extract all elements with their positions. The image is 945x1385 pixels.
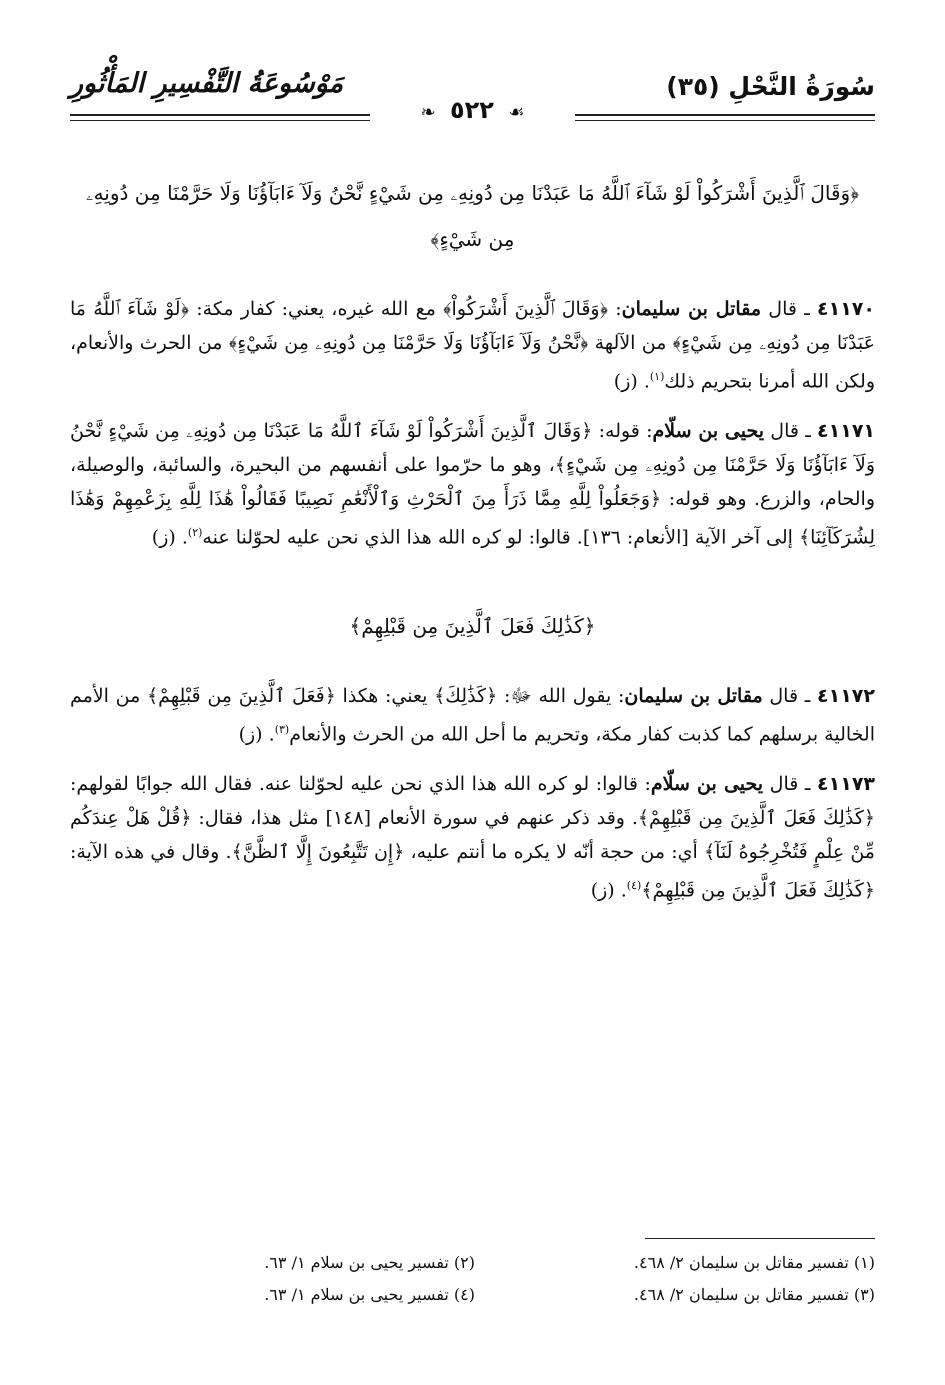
verse-heading-1: ﴿وَقَالَ ٱلَّذِينَ أَشْرَكُواْ لَوْ شَآءَ ٱللَّهُ مَا عَبَدْنَا مِن دُونِهِۦ مِن شَيْءٍ نَّحْنُ وَلَآ ءَابَآؤُنَا وَلَا حَرَّمْنَا مِن دُونِهِۦ مِن شَيْءٍ﴾ [85,181,860,251]
entry-41173 [70,767,875,907]
entry-separator: ـ قال [762,684,818,707]
footnote-divider [645,1238,875,1239]
footnote-2: (٢) تفسير يحيى بن سلام ١/ ٦٣. [264,1253,475,1272]
footnote-3: (٣) تفسير مقاتل بن سليمان ٢/ ٤٦٨. [633,1285,875,1304]
footnote-4: (٤) تفسير يحيى بن سلام ١/ ٦٣. [264,1285,475,1304]
entry-author: مقاتل بن سليمان [621,298,762,320]
header-rule-right [575,114,875,121]
ornament-right-icon: ☙ [508,102,525,123]
entry-number: ٤١١٧٠ [817,298,875,320]
entry-41172 [70,679,875,751]
entry-end: . (ز) [151,526,188,549]
footnote-ref: (٣) [274,722,290,736]
verse-heading-2: ﴿كَذَٰلِكَ فَعَلَ ٱلَّذِينَ مِن قَبْلِهِمْ﴾ [349,613,596,638]
entry-number: ٤١١٧٢ [817,684,875,707]
entry-text: : قالوا: لو كره الله هذا الذي نحن عليه لحوّلنا عنه. فقال الله جوابًا لقولهم: ﴿كَذَٰلِكَ فَعَلَ ٱلَّذِينَ مِن قَبْلِهِمْ﴾. وقد ذكر عنهم في سورة الأنعام [١٤٨] مثل هذا، فقال: ﴿قُلْ هَلْ عِندَكُم مِّنْ عِلْمٍ فَتُخْرِجُوهُ لَنَآ﴾ أي: من حجة أنّه لا يكره ما أنتم عليه، ﴿إِن تَتَّبِعُونَ إِلَّا ٱلظَّنَّ﴾. وقال في هذه الآية: ﴿كَذَٰلِكَ فَعَلَ ٱلَّذِينَ مِن قَبْلِهِمْ﴾ [70,772,875,902]
header-rule-left [70,114,370,121]
entry-end: . (ز) [590,879,627,902]
footnotes [70,1248,875,1328]
entry-separator: ـ قال [761,298,818,320]
page-content [70,170,875,923]
footnote-ref: (١) [649,370,665,383]
ornament-left-icon: ❧ [420,102,436,123]
entry-41170 [70,292,875,398]
footnote-ref: (٤) [626,878,642,892]
entry-author: يحيى بن سلّام [652,420,765,443]
entry-number: ٤١١٧١ [817,420,876,443]
footnote-1: (١) تفسير مقاتل بن سليمان ٢/ ٤٦٨. [633,1253,875,1272]
footnote-ref: (٢) [187,526,203,540]
page-header [70,66,875,122]
entry-text: : قوله: ﴿وَقَالَ ٱلَّذِينَ أَشْرَكُواْ لَوْ شَآءَ ٱللَّهُ مَا عَبَدْنَا مِن دُونِهِۦ مِن شَيْءٍ نَّحْنُ وَلَآ ءَابَآؤُنَا وَلَا حَرَّمْنَا مِن دُونِهِۦ مِن شَيْءٍ﴾، وهو ما حرّموا على أنفسهم من البحيرة، والسائبة، والوصيلة، والحام، والزرع. وهو قوله: ﴿وَجَعَلُواْ لِلَّهِ مِمَّا ذَرَأَ مِنَ ٱلْحَرْثِ وَٱلْأَنْعَٰمِ نَصِيبًا فَقَالُواْ هَٰذَا لِلَّهِ بِزَعْمِهِمْ وَهَٰذَا لِشُرَكَآئِنَا﴾ إلى آخر الآية [الأنعام: ١٣٦]. قالوا: لو كره الله هذا الذي نحن عليه لحوّلنا عنه [70,420,875,549]
surah-heading: سُورَةُ النَّحْلِ (٣٥) [666,72,875,101]
page-number: ٥٢٢ [450,96,494,124]
entry-end: . (ز) [238,722,275,745]
entry-author: مقاتل بن سليمان [624,684,763,707]
entry-text: : ﴿وَقَالَ ٱلَّذِينَ أَشْرَكُواْ﴾ مع الله غيره، يعني: كفار مكة: ﴿لَوْ شَآءَ ٱللَّهُ مَا عَبَدْنَا مِن دُونِهِۦ مِن شَيْءٍ﴾ من الآلهة ﴿نَّحْنُ وَلَآ ءَابَآؤُنَا وَلَا حَرَّمْنَا مِن دُونِهِۦ مِن شَيْءٍ﴾ من الحرث والأنعام، ولكن الله أمرنا بتحريم ذلك [70,298,875,393]
entry-number: ٤١١٧٣ [817,772,876,795]
entry-41171 [70,414,875,554]
entry-separator: ـ قال [763,772,818,795]
entry-end: . (ز) [613,370,650,393]
book-title: مَوْسُوعَةُ التَّفْسِيرِ المَأْثُورِ [70,68,344,99]
entry-author: يحيى بن سلّام [650,772,764,795]
entry-text: : يقول الله ﷻ: ﴿كَذَٰلِكَ﴾ يعني: هكذا ﴿فَعَلَ ٱلَّذِينَ مِن قَبْلِهِمْ﴾ من الأمم الخالية برسلهم كما كذبت كفار مكة، وتحريم ما أحل الله من الحرث والأنعام [70,684,875,745]
entry-separator: ـ قال [764,420,818,443]
